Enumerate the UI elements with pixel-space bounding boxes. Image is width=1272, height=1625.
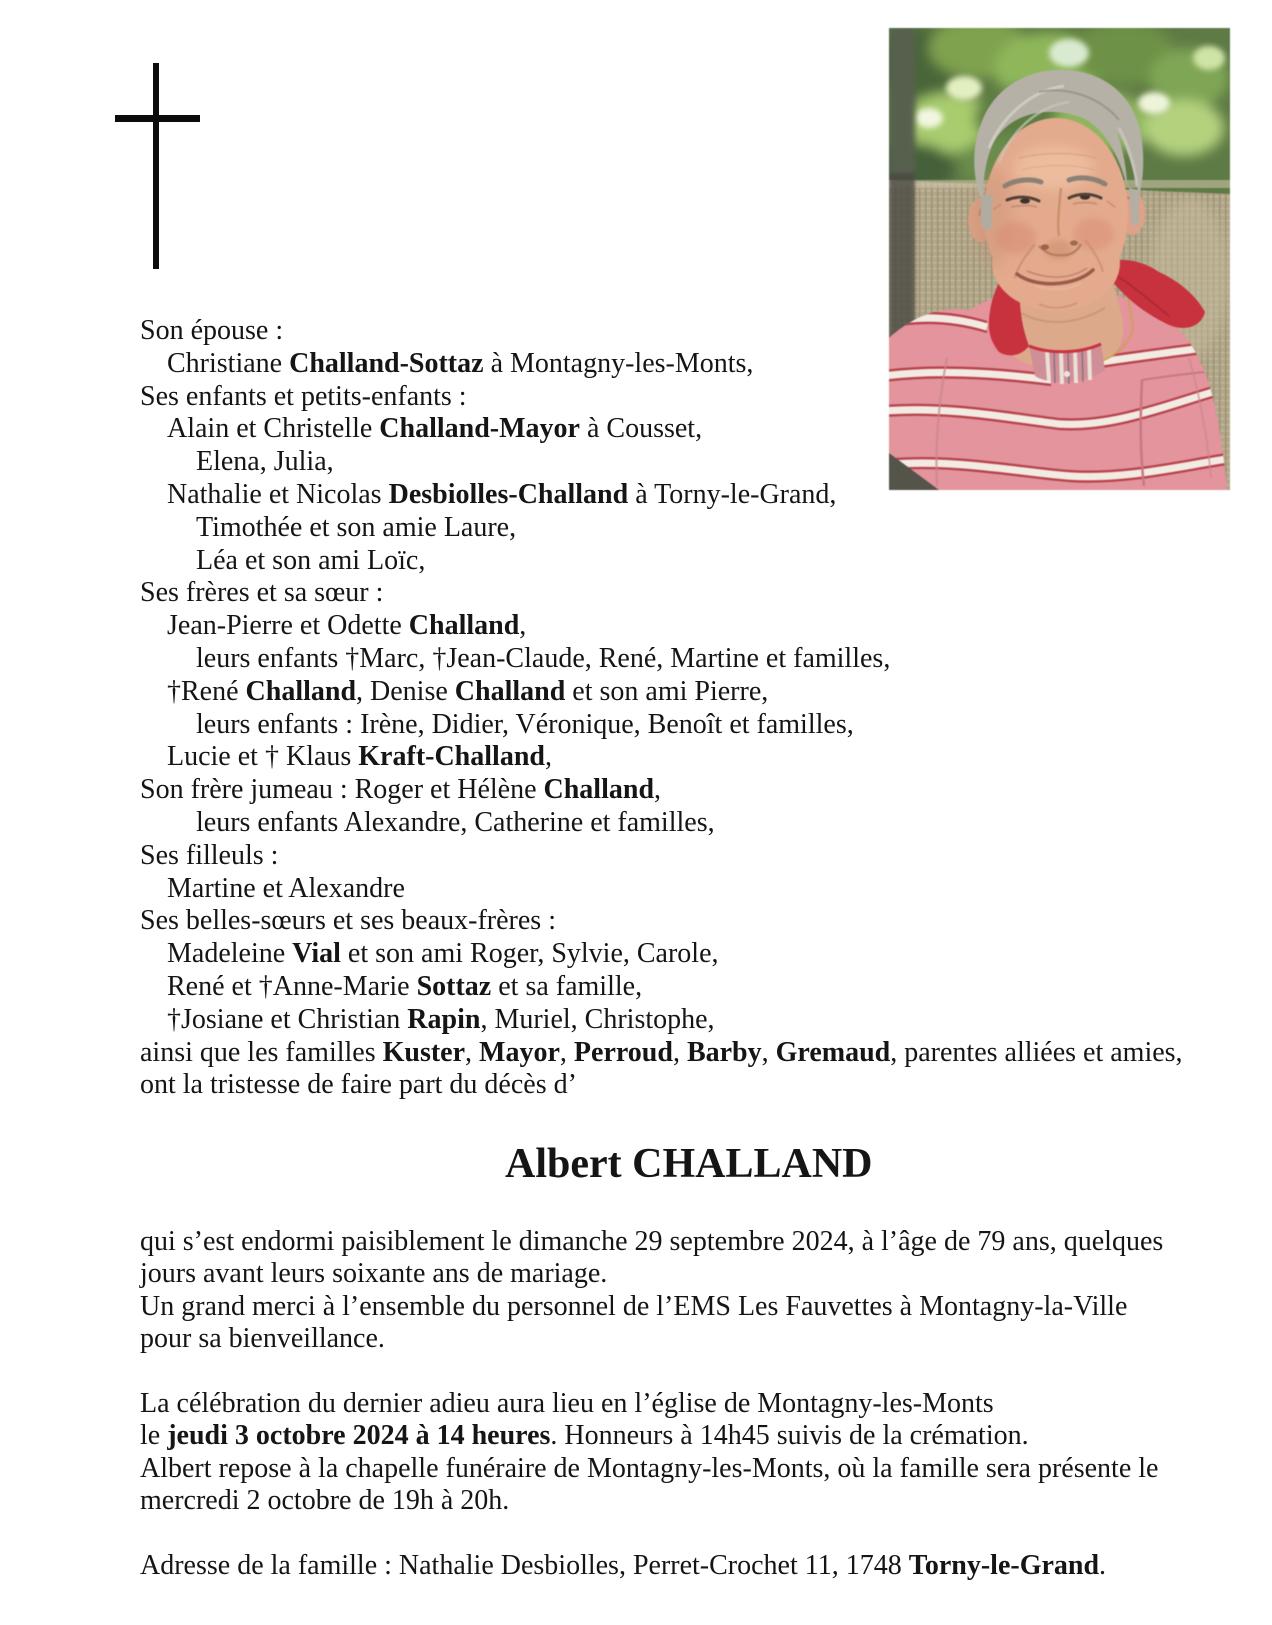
text-line xyxy=(140,1420,1158,1452)
text-line xyxy=(140,315,1183,348)
text-run: , xyxy=(672,1036,687,1068)
text-run: Ses frères et sa sœur : xyxy=(140,577,384,609)
death-notice-paragraph xyxy=(140,1226,1163,1356)
text-run: et sa famille, xyxy=(491,970,643,1002)
text-run-bold: Vial xyxy=(292,938,341,970)
text-run: Lucie et † Klaus xyxy=(167,741,359,773)
text-line xyxy=(140,676,1183,709)
text-line xyxy=(140,643,1183,676)
text-run: , xyxy=(519,610,527,642)
text-line xyxy=(140,938,1183,971)
text-run: Elena, Julia, xyxy=(196,446,334,478)
text-run-bold: Rapin xyxy=(407,1003,481,1035)
text-line xyxy=(140,413,1183,446)
text-line xyxy=(140,1453,1158,1485)
text-run-bold: Challand xyxy=(543,774,655,806)
text-run-bold: jeudi 3 octobre 2024 à 14 heures xyxy=(167,1420,551,1452)
text-run-bold: Gremaud xyxy=(775,1036,891,1068)
text-line xyxy=(140,1037,1183,1070)
text-line xyxy=(140,1388,1158,1420)
text-run: René et †Anne-Marie xyxy=(167,970,417,1002)
text-run: , xyxy=(654,774,662,806)
text-run: , parentes alliées et amies, xyxy=(890,1036,1183,1068)
text-line xyxy=(140,1258,1163,1290)
text-line xyxy=(140,807,1183,840)
text-run: et son ami Pierre, xyxy=(565,675,769,707)
text-run: , xyxy=(761,1036,776,1068)
text-run: Ses filleuls : xyxy=(140,839,279,871)
text-line xyxy=(140,348,1183,381)
text-run-bold: Challand-Sottaz xyxy=(289,347,484,379)
text-run: , Muriel, Christophe, xyxy=(480,1003,715,1035)
text-run: Christiane xyxy=(167,347,290,379)
text-run: Alain et Christelle xyxy=(167,413,380,445)
text-run-bold: Sottaz xyxy=(416,970,492,1002)
text-run-bold: Challand xyxy=(454,675,566,707)
text-run: , xyxy=(465,1036,480,1068)
cross-vertical-bar xyxy=(153,63,159,269)
text-run: Madeleine xyxy=(167,938,293,970)
text-line xyxy=(140,1291,1163,1323)
text-run-bold: Challand-Mayor xyxy=(379,413,580,445)
ceremony-paragraph xyxy=(140,1388,1158,1518)
text-line xyxy=(140,512,1183,545)
text-line xyxy=(140,709,1183,742)
text-line xyxy=(140,479,1183,512)
text-run: †René xyxy=(167,675,246,707)
text-line xyxy=(140,774,1183,807)
text-line xyxy=(140,545,1183,578)
text-line xyxy=(140,577,1183,610)
text-run: Martine et Alexandre xyxy=(167,872,405,904)
text-run-bold: Perroud xyxy=(573,1036,673,1068)
family-address-paragraph xyxy=(140,1550,1106,1582)
text-run: à Montagny-les-Monts, xyxy=(483,347,754,379)
text-run: Léa et son ami Loïc, xyxy=(196,544,426,576)
text-run: leurs enfants : Irène, Didier, Véronique, Benoît et familles, xyxy=(196,708,854,740)
text-line xyxy=(140,381,1183,414)
text-run: , Denise xyxy=(356,675,455,707)
text-run: , xyxy=(544,741,552,773)
text-run: à Cousset, xyxy=(579,413,703,445)
text-line xyxy=(140,446,1183,479)
text-run: jours avant leurs soixante ans de mariage. xyxy=(140,1258,608,1290)
text-line xyxy=(140,905,1183,938)
text-run: Nathalie et Nicolas xyxy=(167,478,389,510)
text-line xyxy=(140,971,1183,1004)
text-run: qui s’est endormi paisiblement le dimanche 29 septembre 2024, à l’âge de 79 ans, quelques xyxy=(140,1226,1164,1257)
text-run-bold: Kuster xyxy=(382,1036,466,1068)
text-line xyxy=(140,873,1183,906)
text-run: , xyxy=(559,1036,574,1068)
text-run-bold: Kraft-Challand xyxy=(358,741,545,773)
text-line xyxy=(140,1485,1158,1517)
text-run: ont la tristesse de faire part du décès d’ xyxy=(140,1069,577,1101)
text-run: Ses enfants et petits-enfants : xyxy=(140,380,467,412)
text-line xyxy=(140,610,1183,643)
text-run: le xyxy=(140,1420,168,1452)
text-run: Un grand merci à l’ensemble du personnel de l’EMS Les Fauvettes à Montagny-la-Ville xyxy=(140,1290,1128,1322)
text-line xyxy=(140,1069,1183,1102)
text-line xyxy=(140,840,1183,873)
text-line xyxy=(140,1226,1163,1258)
text-run-bold: Torny-le-Grand xyxy=(908,1550,1100,1581)
family-list xyxy=(140,315,1183,1102)
text-run: Ses belles-sœurs et ses beaux-frères : xyxy=(140,905,556,937)
text-run: Son frère jumeau : Roger et Hélène xyxy=(140,774,544,806)
text-run-bold: Mayor xyxy=(479,1036,560,1068)
text-run: . xyxy=(1099,1550,1107,1581)
text-run: Albert repose à la chapelle funéraire de Montagny-les-Monts, où la famille sera présente le xyxy=(140,1452,1159,1484)
text-run: mercredi 2 octobre de 19h à 20h. xyxy=(140,1485,510,1517)
text-run-bold: Barby xyxy=(686,1036,762,1068)
text-run: ainsi que les familles xyxy=(140,1036,383,1068)
text-run: leurs enfants Alexandre, Catherine et familles, xyxy=(196,806,715,838)
text-run: à Torny-le-Grand, xyxy=(628,478,837,510)
text-line xyxy=(140,1550,1106,1582)
text-run: leurs enfants †Marc, †Jean-Claude, René, Martine et familles, xyxy=(196,642,891,674)
text-run: La célébration du dernier adieu aura lieu en l’église de Montagny-les-Monts xyxy=(140,1388,994,1419)
text-run: Son épouse : xyxy=(140,315,284,346)
text-run-bold: Desbiolles-Challand xyxy=(388,478,629,510)
text-run: Jean-Pierre et Odette xyxy=(167,610,409,642)
text-run: et son ami Roger, Sylvie, Carole, xyxy=(340,938,719,970)
text-line xyxy=(140,741,1183,774)
deceased-name-title: Albert CHALLAND xyxy=(505,1141,873,1187)
text-run: pour sa bienveillance. xyxy=(140,1323,385,1355)
text-line xyxy=(140,1323,1163,1355)
text-run-bold: Challand xyxy=(245,675,357,707)
text-run: . Honneurs à 14h45 suivis de la crémation. xyxy=(550,1420,1029,1452)
text-run: †Josiane et Christian xyxy=(167,1003,408,1035)
text-run: Timothée et son amie Laure, xyxy=(196,511,517,543)
text-run-bold: Challand xyxy=(408,610,520,642)
text-run: Adresse de la famille : Nathalie Desbiolles, Perret-Crochet 11, 1748 xyxy=(140,1550,909,1581)
cross-horizontal-bar xyxy=(115,115,200,122)
text-line xyxy=(140,1004,1183,1037)
